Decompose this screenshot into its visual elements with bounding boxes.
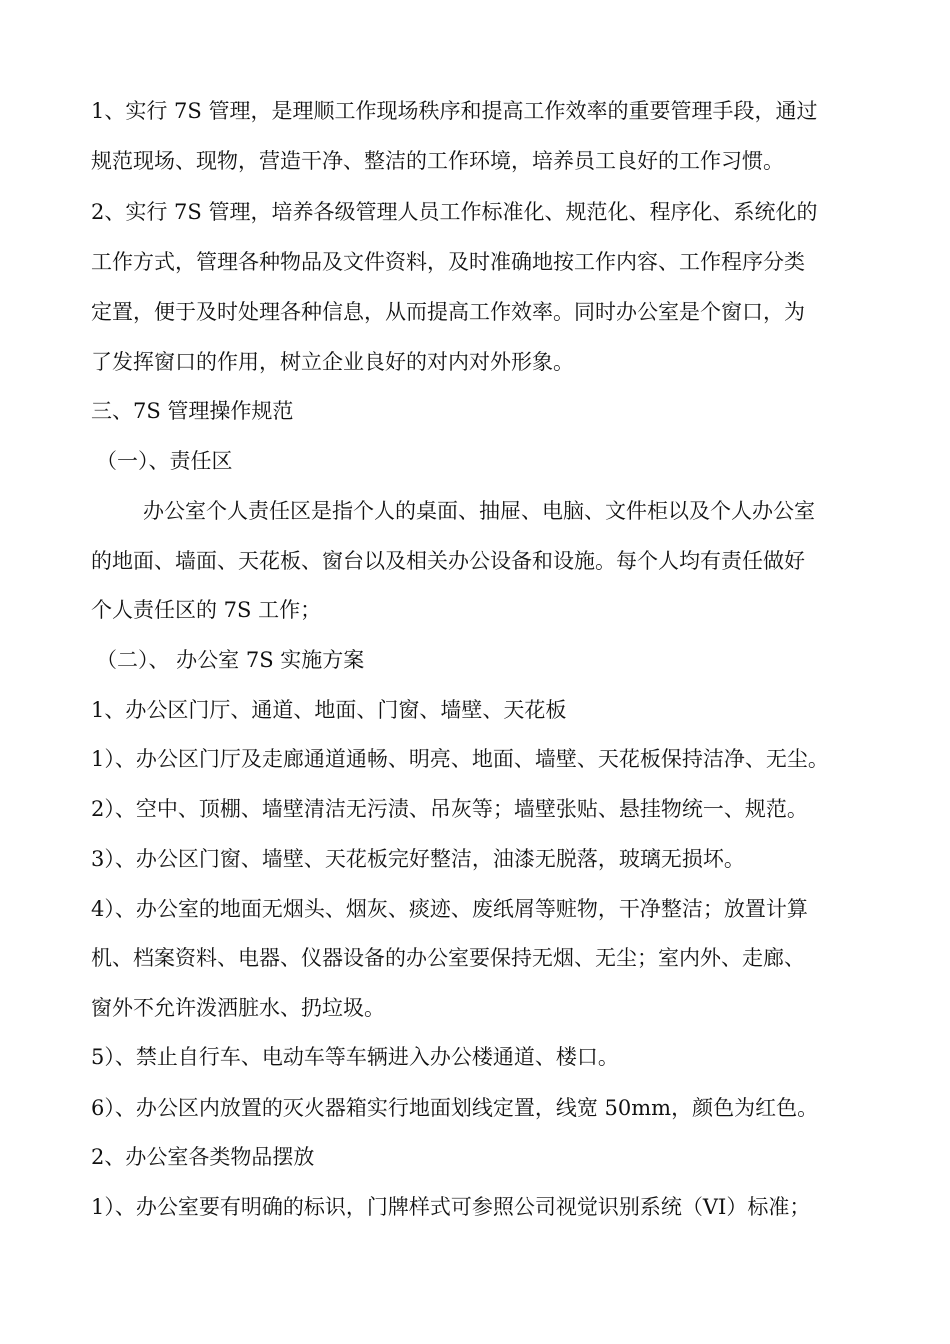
- paragraph-line: 规范现场、现物，营造干净、整洁的工作环境，培养员工良好的工作习惯。: [91, 149, 784, 173]
- list-heading: 1、办公区门厅、通道、地面、门窗、墙壁、天花板: [91, 698, 567, 722]
- subsection-heading: （一）、责任区: [96, 449, 233, 473]
- list-item: 5）、禁止自行车、电动车等车辆进入办公楼通道、楼口。: [91, 1045, 619, 1069]
- paragraph-line: 1、实行 7S 管理，是理顺工作现场秩序和提高工作效率的重要管理手段，通过: [91, 99, 818, 123]
- paragraph-line: 2、实行 7S 管理，培养各级管理人员工作标准化、规范化、程序化、系统化的: [91, 200, 818, 224]
- list-item: 2）、空中、顶棚、墙壁清洁无污渍、吊灰等；墙壁张贴、悬挂物统一、规范。: [91, 797, 808, 821]
- paragraph-line: 了发挥窗口的作用，树立企业良好的对内对外形象。: [91, 350, 574, 374]
- list-item: 6）、办公区内放置的灭火器箱实行地面划线定置，线宽 50mm，颜色为红色。: [91, 1096, 819, 1120]
- list-item: 4）、办公室的地面无烟头、烟灰、痰迹、废纸屑等赃物，干净整洁；放置计算: [91, 897, 808, 921]
- section-heading: 三、7S 管理操作规范: [91, 399, 294, 423]
- paragraph-line: 定置，便于及时处理各种信息，从而提高工作效率。同时办公室是个窗口，为: [91, 300, 805, 324]
- list-item: 1）、办公室要有明确的标识，门牌样式可参照公司视觉识别系统（VI）标准；: [91, 1195, 811, 1219]
- paragraph-line: 的地面、墙面、天花板、窗台以及相关办公设备和设施。每个人均有责任做好: [91, 549, 805, 573]
- list-item: 机、档案资料、电器、仪器设备的办公室要保持无烟、无尘；室内外、走廊、: [91, 946, 805, 970]
- paragraph-line: 个人责任区的 7S 工作；: [91, 598, 322, 622]
- list-item: 3）、办公区门窗、墙壁、天花板完好整洁，油漆无脱落，玻璃无损坏。: [91, 847, 745, 871]
- list-heading: 2、办公室各类物品摆放: [91, 1145, 315, 1169]
- list-item: 窗外不允许泼洒脏水、扔垃圾。: [91, 996, 385, 1020]
- subsection-heading: （二）、 办公室 7S 实施方案: [96, 648, 365, 672]
- paragraph-line: 工作方式，管理各种物品及文件资料，及时准确地按工作内容、工作程序分类: [91, 250, 805, 274]
- list-item: 1）、办公区门厅及走廊通道通畅、明亮、地面、墙壁、天花板保持洁净、无尘。: [91, 747, 829, 771]
- paragraph-line: 办公室个人责任区是指个人的桌面、抽屉、电脑、文件柜以及个人办公室: [143, 499, 815, 523]
